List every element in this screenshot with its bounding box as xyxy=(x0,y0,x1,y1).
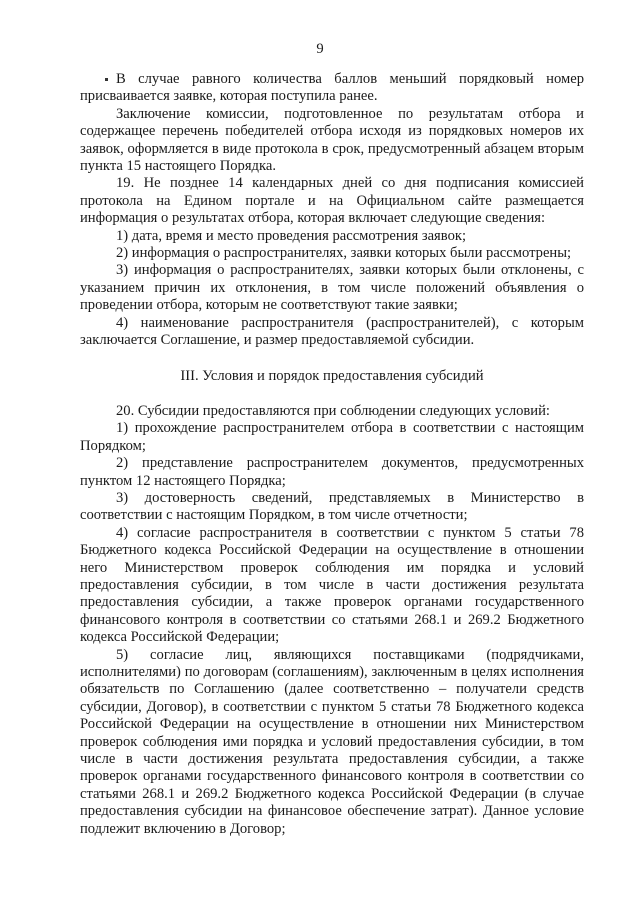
list-item-19-4: 4) наименование распространителя (распространителей), с которым заключается Соглашение, и размер предоставляемой субсидии. xyxy=(80,314,584,349)
list-item-19-1: 1) дата, время и место проведения рассмотрения заявок; xyxy=(116,227,467,244)
list-item-20-4: 4) согласие распространителя в соответствии с пунктом 5 статьи 78 Бюджетного кодекса Российской Федерации на осуществление в отношении него Министерством проверок соблюдения им порядка и условий предоставления субсидии, в том числе в части достижения результата предоставления субсидии, а также проверок органами государственного финансового контроля в соответствии со статьями 268.1 и 269.2 Бюджетного кодекса Российской Федерации; xyxy=(80,524,584,646)
list-item-20-2: 2) представление распространителем документов, предусмотренных пунктом 12 настоящего Порядка; xyxy=(80,455,584,489)
list-item-20-5: 5) согласие лиц, являющихся поставщиками (подрядчиками, исполнителями) по договорам (соглашениям), заключенным в целях исполнения обязательств по Соглашению (далее соответственно – получатели средств субсидии, Договор), в соответствии с пунктом 5 статьи 78 Бюджетного кодекса Российской Федерации на осуществление в отношении них Министерством проверок соблюдения ими порядка и условий предоставления субсидии, в том числе в части достижения результата предоставления субсидии, а также проверок органами государственного финансового контроля в соответствии со статьями 268.1 и 269.2 Бюджетного кодекса Российской Федерации (в случае предоставления субсидии на финансовое обеспечение затрат). Данное условие подлежит включению в Договор; xyxy=(80,646,584,837)
paragraph-item-19: 19. Не позднее 14 календарных дней со дня подписания комиссией протокола на Едином портале и на Официальном сайте размещается информация о результатах отбора, которая включает следующие сведения: xyxy=(80,175,584,227)
document-body xyxy=(80,71,584,838)
list-item-20-1: 1) прохождение распространителем отбора в соответствии с настоящим Порядком; xyxy=(80,420,584,454)
section-heading: III. Условия и порядок предоставления субсидий xyxy=(180,367,484,384)
paragraph-item-20: 20. Субсидии предоставляются при соблюдении следующих условий: xyxy=(116,402,550,419)
paragraph-commission-conclusion: Заключение комиссии, подготовленное по результатам отбора и содержащее перечень победителей отбора исходя из порядковых номеров их заявок, оформляется в виде протокола в срок, предусмотренный абзацем вторым пункта 15 настоящего Порядка. xyxy=(80,105,584,175)
list-item-19-3: 3) информация о распространителях, заявки которых были отклонены, с указанием причин их отклонения, в том числе положений объявления о проведении отбора, которым не соответствуют такие заявки; xyxy=(80,262,584,314)
paragraph-tie-rule: В случае равного количества баллов меньший порядковый номер присваивается заявке, которая поступила ранее. xyxy=(80,71,584,105)
list-item-20-3: 3) достоверность сведений, представляемых в Министерство в соответствии с настоящим Порядком, в том числе отчетности; xyxy=(80,489,584,524)
page-number: 9 xyxy=(316,41,324,57)
list-item-19-2: 2) информация о распространителях, заявки которых были рассмотрены; xyxy=(116,245,572,262)
